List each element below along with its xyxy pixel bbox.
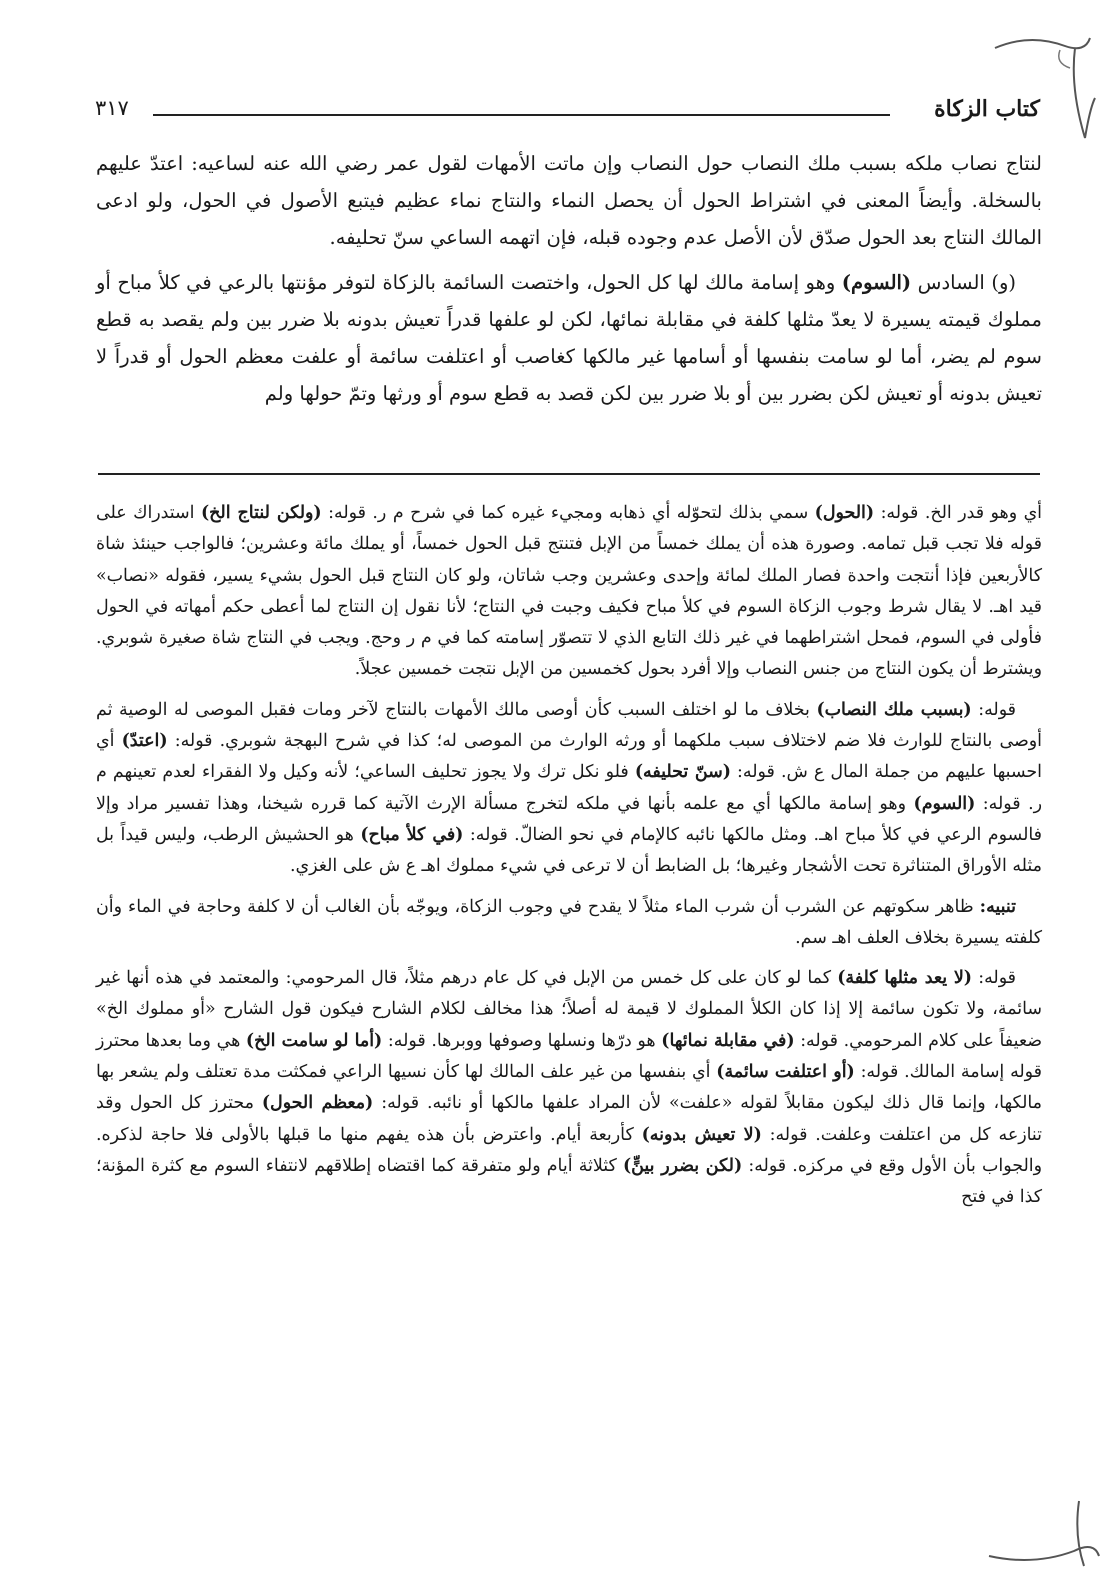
commentary-paragraph: قوله: (بسبب ملك النصاب) بخلاف ما لو اختلف السبب كأن أوصى مالك الأمهات بالنتاج لآخر ومات فقبل الموصى له الوصية ثم أوصى بالنتاج للوارث فلا ضم لاختلاف سبب ملكهما أو ورثه الوارث من الموصى له؛ كذا في شرح البهجة شوبري. قوله: (اعتدّ) أي احسبها عليهم من جملة المال ع ش. قوله: (سنّ تحليفه) فلو نكل ترك ولا يجوز تحليف الساعي؛ لأنه وكيل ولا الفقراء لعدم تعينهم م ر. قوله: (السوم) وهو إسامة مالكها أي مع علمه بأنها في ملكه لتخرج مسألة الإرث الآتية كما قرره شيخنا، وهذا تفسير مراد وإلا فالسوم الرعي في كلأ مباح اهـ. ومثل مالكها نائبه كالإمام في نحو الضالّ. قوله: (في كلأ مباح) هو الحشيش الرطب، وليس قيداً بل مثله الأوراق المتناثرة تحت الأشجار وغيرها؛ بل الضابط أن لا ترعى في شيء مملوك اهـ ع ش على الغزي.: [96, 699, 1042, 877]
main-text: [96, 145, 1042, 420]
page-number: ٣١٧: [95, 96, 129, 120]
main-paragraph: (و) السادس (السوم) وهو إسامة مالك لها كل الحول، واختصت السائمة بالزكاة لتوفر مؤنتها بالرعي في كلأ مباح أو مملوك قيمته يسيرة لا يعدّ مثلها كلفة في مقابلة نمائها، لكن لو علفها قدراً تعيش بدونه بلا ضرر بين ولم يقصد به قطع سوم لم يضر، أما لو سامت بنفسها أو أسامها غير مالكها كغاصب أو اعتلفت سائمة أو علفت معظم الحول أو قدراً لا تعيش بدونه أو تعيش لكن بضرر بين أو بلا ضرر بين لكن قصد به قطع سوم أو ورثها وتمّ حولها ولم: [96, 271, 1042, 405]
commentary-text: [96, 498, 1042, 1223]
header-rule: [153, 114, 890, 116]
page-header: [95, 92, 1040, 132]
running-title: كتاب الزكاة: [934, 96, 1040, 122]
footnote-separator: [98, 473, 1040, 475]
corner-ornament-bottom: [984, 1496, 1104, 1576]
commentary-paragraph: قوله: (لا يعد مثلها كلفة) كما لو كان على كل خمس من الإبل في كل عام درهم مثلاً، قال المرحومي: والمعتمد في هذه أنها غير سائمة، ولا تكون سائمة إلا إذا كان الكلأ المملوك لا قيمة له أصلاً؛ هذا مخالف لكلام الشارح فيكون قول الشارح «أو مملوك الخ» ضعيفاً على كلام المرحومي. قوله: (في مقابلة نمائها) هو درّها ونسلها وصوفها ووبرها. قوله: (أما لو سامت الخ) هي وما بعدها محترز قوله إسامة المالك. قوله: (أو اعتلفت سائمة) أي بنفسها من غير علف المالك لها كأن نسيها الراعي فمكثت مدة تعتلف ولم يشعر بها مالكها، وإنما قال ذلك ليكون مقابلاً لقوله «علفت» لأن المراد علفها مالكها أو نائبه. قوله: (معظم الحول) محترز كل الحول وقد تنازعه كل من اعتلفت وعلفت. قوله: (لا تعيش بدونه) كأربعة أيام. واعترض بأن هذه يفهم منها ما قبلها بالأولى فلا حاجة لذكره. والجواب بأن الأول وقع في مركزه. قوله: (لكن بضرر بينٍّ) كثلاثة أيام ولو متفرقة كما اقتضاه إطلاقهم لانتفاء السوم مع كثرة المؤنة؛ كذا في فتح: [96, 968, 1043, 1208]
main-paragraph: لنتاج نصاب ملكه بسبب ملك النصاب حول النصاب وإن ماتت الأمهات لقول عمر رضي الله عنه لساعيه: اعتدّ عليهم بالسخلة. وأيضاً المعنى في اشتراط الحول أن يحصل النماء والنتاج نماء عظيم فيتبع الأصول في الحول، ولو ادعى المالك النتاج بعد الحول صدّق لأن الأصل عدم وجوده قبله، فإن اتهمه الساعي سنّ تحليفه.: [96, 152, 1042, 249]
commentary-paragraph: أي وهو قدر الخ. قوله: (الحول) سمي بذلك لتحوّله أي ذهابه ومجيء غيره كما في شرح م ر. قوله: (ولكن لنتاج الخ) استدراك على قوله فلا تجب قبل تمامه. وصورة هذه أن يملك خمساً من الإبل فتنتج قبل الحول خمساً، أو يملك مائة وعشرين؛ فالواجب حينئذ شاة كالأربعين فإذا أنتجت واحدة فصار الملك لمائة وإحدى وعشرين وجب شاتان، ولو كان النتاج قبل الحول بشيء يسير، فقوله «نصاب» قيد اهـ. لا يقال شرط وجوب الزكاة السوم في كلأ مباح فكيف وجبت في النتاج؛ لأنا نقول إن النتاج لما أعطى حكم أمهاته في الحول فأولى في السوم، فمحل اشتراطهما في غير ذلك التابع الذي لا تتصوّر إسامته كما في م ر وحج. ويجب في النتاج شاة صغيرة شوبري. ويشترط أن يكون النتاج من جنس النصاب وإلا أفرد بحول كخمسين من الإبل نتجت خمسين عجلاً.: [96, 503, 1043, 680]
commentary-paragraph: تنبيه: ظاهر سكوتهم عن الشرب أن شرب الماء مثلاً لا يقدح في وجوب الزكاة، ويوجّه بأن الغالب أن لا كلفة وحاجة في الماء وأن كلفته يسيرة بخلاف العلف اهـ سم.: [96, 896, 1042, 948]
